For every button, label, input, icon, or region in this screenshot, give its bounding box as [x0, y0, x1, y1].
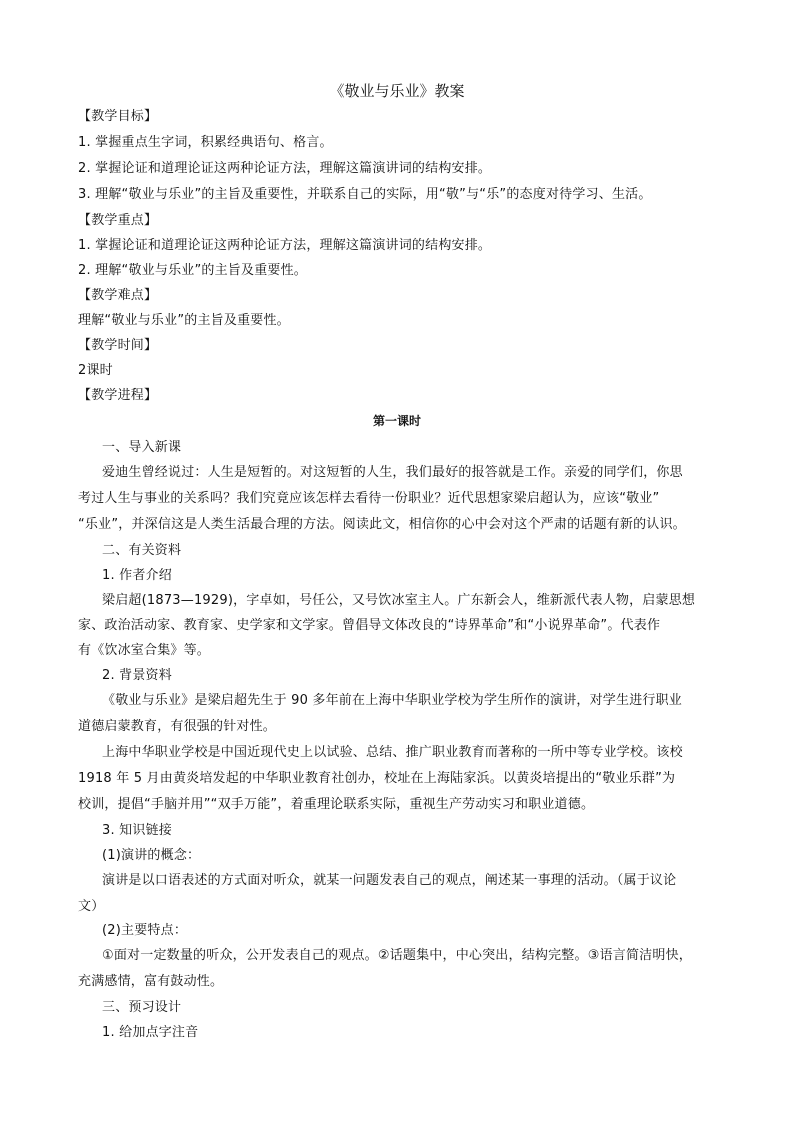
speech-concept-line-2: 文）	[78, 899, 105, 914]
speech-concept-heading: (1)演讲的概念：	[102, 848, 201, 863]
background-heading: 2. 背景资料	[102, 668, 172, 683]
section-1-paragraph-line-1: 爱迪生曾经说过：人生是短暂的。对这短暂的人生，我们最好的报答就是工作。亲爱的同学们，你思	[102, 465, 683, 480]
author-heading: 1. 作者介绍	[102, 568, 172, 583]
knowledge-heading: 3. 知识链接	[102, 823, 172, 838]
difficulties-text: 理解“敬业与乐业”的主旨及重要性。	[78, 313, 290, 328]
section-3-heading: 三、预习设计	[102, 1000, 182, 1015]
keypoint-item-2: 2. 理解“敬业与乐业”的主旨及重要性。	[78, 263, 308, 278]
objective-item-2: 2. 掌握论证和道理论证这两种论证方法，理解这篇演讲词的结构安排。	[78, 161, 492, 176]
section-1-paragraph-line-2: 考过人生与事业的关系吗？我们究竟应该怎样去看待一份职业？近代思想家梁启超认为，应该“敬业”	[78, 491, 660, 506]
author-line-1: 梁启超(1873—1929)，字卓如，号任公，又号饮冰室主人。广东新会人，维新派代表人物，启蒙思想	[102, 593, 696, 608]
keypoints-heading: 【教学重点】	[78, 213, 158, 228]
speech-features-line-2: 充满感情，富有鼓动性。	[78, 974, 224, 989]
author-line-3: 有《饮冰室合集》等。	[78, 643, 211, 658]
author-line-2: 家、政治活动家、教育家、史学家和文学家。曾倡导文体改良的“诗界革命”和“小说界革命”。代表作	[78, 618, 661, 633]
lesson-title: 第一课时	[372, 414, 421, 428]
pinyin-heading: 1. 给加点字注音	[102, 1025, 199, 1040]
process-heading: 【教学进程】	[78, 388, 158, 403]
time-heading: 【教学时间】	[78, 338, 158, 353]
difficulties-heading: 【教学难点】	[78, 288, 158, 303]
objectives-heading: 【教学目标】	[78, 109, 158, 124]
objective-item-1: 1. 掌握重点生字词，积累经典语句、格言。	[78, 135, 333, 150]
speech-features-line-1: ①面对一定数量的听众，公开发表自己的观点。②话题集中，中心突出，结构完整。③语言简洁明快，	[102, 948, 692, 963]
section-1-heading: 一、导入新课	[102, 440, 182, 455]
speech-concept-line-1: 演讲是以口语表述的方式面对听众，就某一问题发表自己的观点，阐述某一事理的活动。（属于议论	[102, 873, 677, 888]
document-title: 《敬业与乐业》教案	[329, 82, 465, 100]
time-text: 2课时	[78, 363, 113, 378]
objective-item-3: 3. 理解“敬业与乐业”的主旨及重要性，并联系自己的实际，用“敬”与“乐”的态度对待学习、生活。	[78, 187, 652, 202]
background-p1-line-1: 《敬业与乐业》是梁启超先生于 90 多年前在上海中华职业学校为学生所作的演讲，对学生进行职业	[102, 693, 683, 708]
background-p2-line-1: 上海中华职业学校是中国近现代史上以试验、总结、推广职业教育而著称的一所中等专业学校。该校	[102, 745, 683, 760]
background-p2-line-3: 校训，提倡“手脑并用”“双手万能”，着重理论联系实际，重视生产劳动实习和职业道德。	[78, 797, 595, 812]
keypoint-item-1: 1. 掌握论证和道理论证这两种论证方法，理解这篇演讲词的结构安排。	[78, 238, 492, 253]
section-1-paragraph-line-3: “乐业”，并深信这是人类生活最合理的方法。阅读此文，相信你的心中会对这个严肃的话题有新的认识。	[78, 517, 686, 532]
speech-features-heading: (2)主要特点：	[102, 923, 188, 938]
section-2-heading: 二、有关资料	[102, 543, 182, 558]
background-p2-line-2: 1918 年 5 月由黄炎培发起的中华职业教育社创办，校址在上海陆家浜。以黄炎培提出的“敬业乐群”为	[78, 771, 676, 786]
background-p1-line-2: 道德启蒙教育，有很强的针对性。	[78, 719, 277, 734]
